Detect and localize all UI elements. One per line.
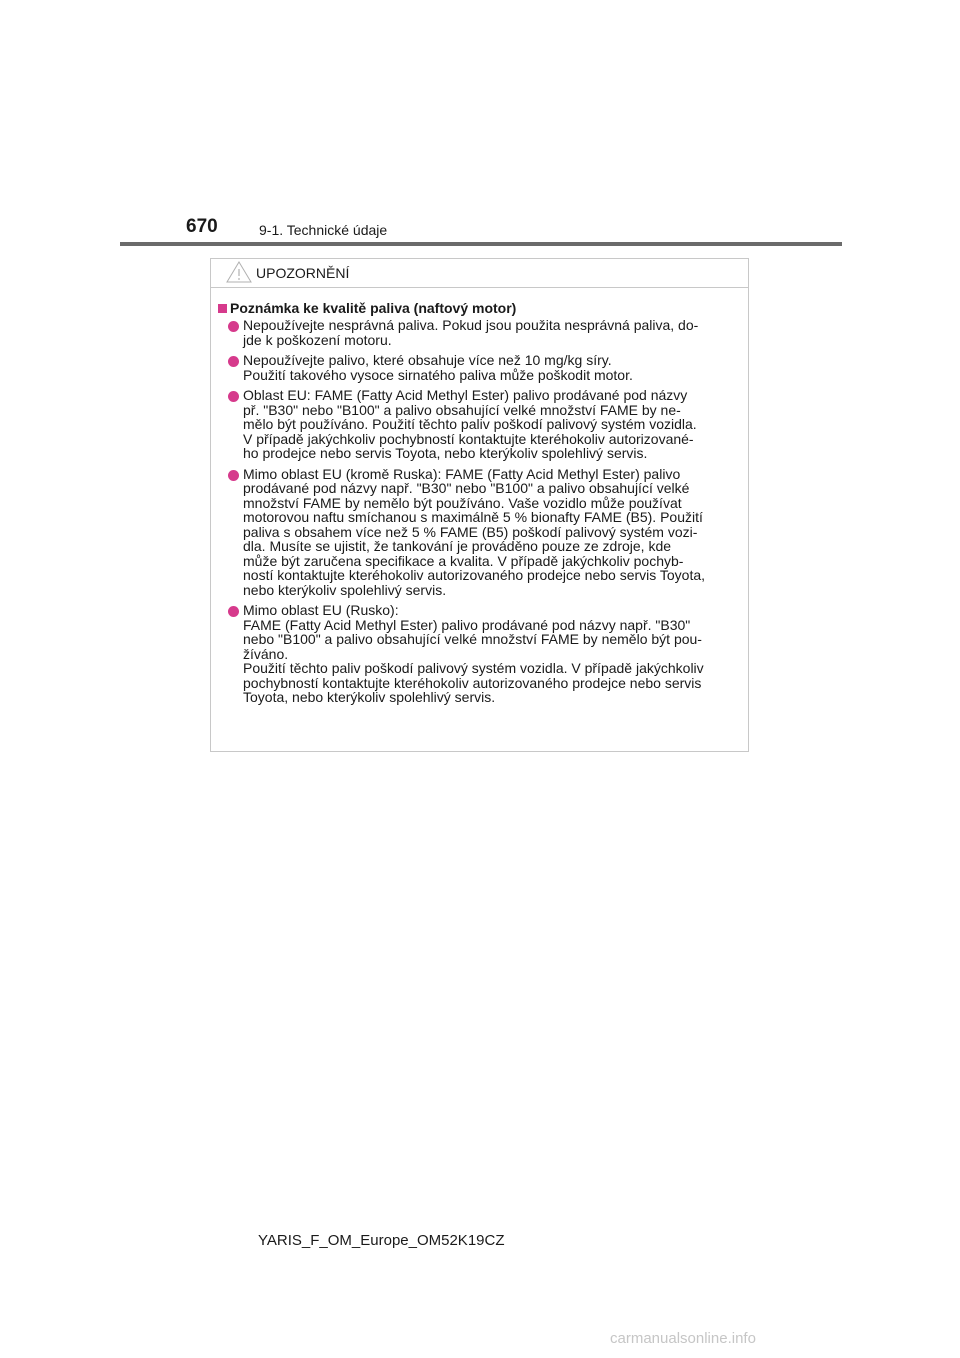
list-item-text: Mimo oblast EU (Rusko): FAME (Fatty Acid Methyl Ester) palivo prodávané pod názvy např. "B30" nebo "B100" a palivo obsahující velké množství FAME by nemělo být pou- žíváno. Použití těchto paliv poškodí palivový systém vozidla. V případě jakýchkoliv pochybností kontaktujte kteréhokoliv autorizovaného prodejce nebo servis Toyota, nebo kterýkoliv spolehlivý servis. — [243, 602, 704, 705]
warning-subheading-text: Poznámka ke kvalitě paliva (naftový motor) — [230, 300, 517, 316]
warning-box — [210, 258, 749, 752]
dot-bullet-icon — [228, 470, 239, 481]
list-item-text: Oblast EU: FAME (Fatty Acid Methyl Ester) palivo prodávané pod názvy př. "B30" nebo "B100" a palivo obsahující velké množství FAME by ne- mělo být používáno. Použití těchto paliv poškodí palivový systém vozidla. V případě jakýchkoliv pochybností kontaktujte kteréhokoliv autorizované- ho prodejce nebo servis Toyota, nebo kterýkoliv spolehlivý servis. — [243, 387, 697, 461]
list-item — [228, 603, 740, 705]
warning-triangle-icon — [226, 261, 252, 283]
watermark: carmanualsonline.info — [610, 1330, 756, 1347]
document-code: YARIS_F_OM_Europe_OM52K19CZ — [258, 1232, 505, 1249]
warning-header — [211, 259, 748, 288]
list-item — [228, 467, 740, 598]
warning-subheading — [216, 300, 740, 316]
section-title: 9-1. Technické údaje — [259, 222, 388, 238]
list-item — [228, 318, 740, 347]
dot-bullet-icon — [228, 391, 239, 402]
warning-body — [211, 288, 748, 705]
list-item — [228, 353, 740, 382]
square-bullet-icon — [218, 304, 227, 313]
dot-bullet-icon — [228, 356, 239, 367]
warning-label: UPOZORNĚNÍ — [256, 265, 350, 281]
list-item-text: Nepoužívejte palivo, které obsahuje více než 10 mg/kg síry. Použití takového vysoce sirnatého paliva může poškodit motor. — [243, 352, 633, 383]
page-number: 670 — [186, 216, 218, 237]
dot-bullet-icon — [228, 606, 239, 617]
dot-bullet-icon — [228, 321, 239, 332]
list-item-text: Mimo oblast EU (kromě Ruska): FAME (Fatty Acid Methyl Ester) palivo prodávané pod názvy např. "B30" nebo "B100" a palivo obsahující velké množství FAME by nemělo být používáno. Vaše vozidlo může používat motorovou naftu smíchanou s maximálně 5 % bionafty FAME (B5). Použití paliva s obsahem více než 5 % FAME (B5) poškodí palivový systém vozi- dla. Musíte se ujistit, že tankování je prováděno pouze ze zdroje, kde může být zaručena specifikace a kvalita. V případě jakýchkoliv pochyb- ností kontaktujte kteréhokoliv autorizovaného prodejce nebo servis Toyota, nebo kterýkoliv spolehlivý servis. — [243, 465, 706, 598]
header-divider — [120, 242, 842, 246]
list-item — [228, 388, 740, 461]
list-item-text: Nepoužívejte nesprávná paliva. Pokud jsou použita nesprávná paliva, do- jde k poškození motoru. — [243, 317, 699, 348]
